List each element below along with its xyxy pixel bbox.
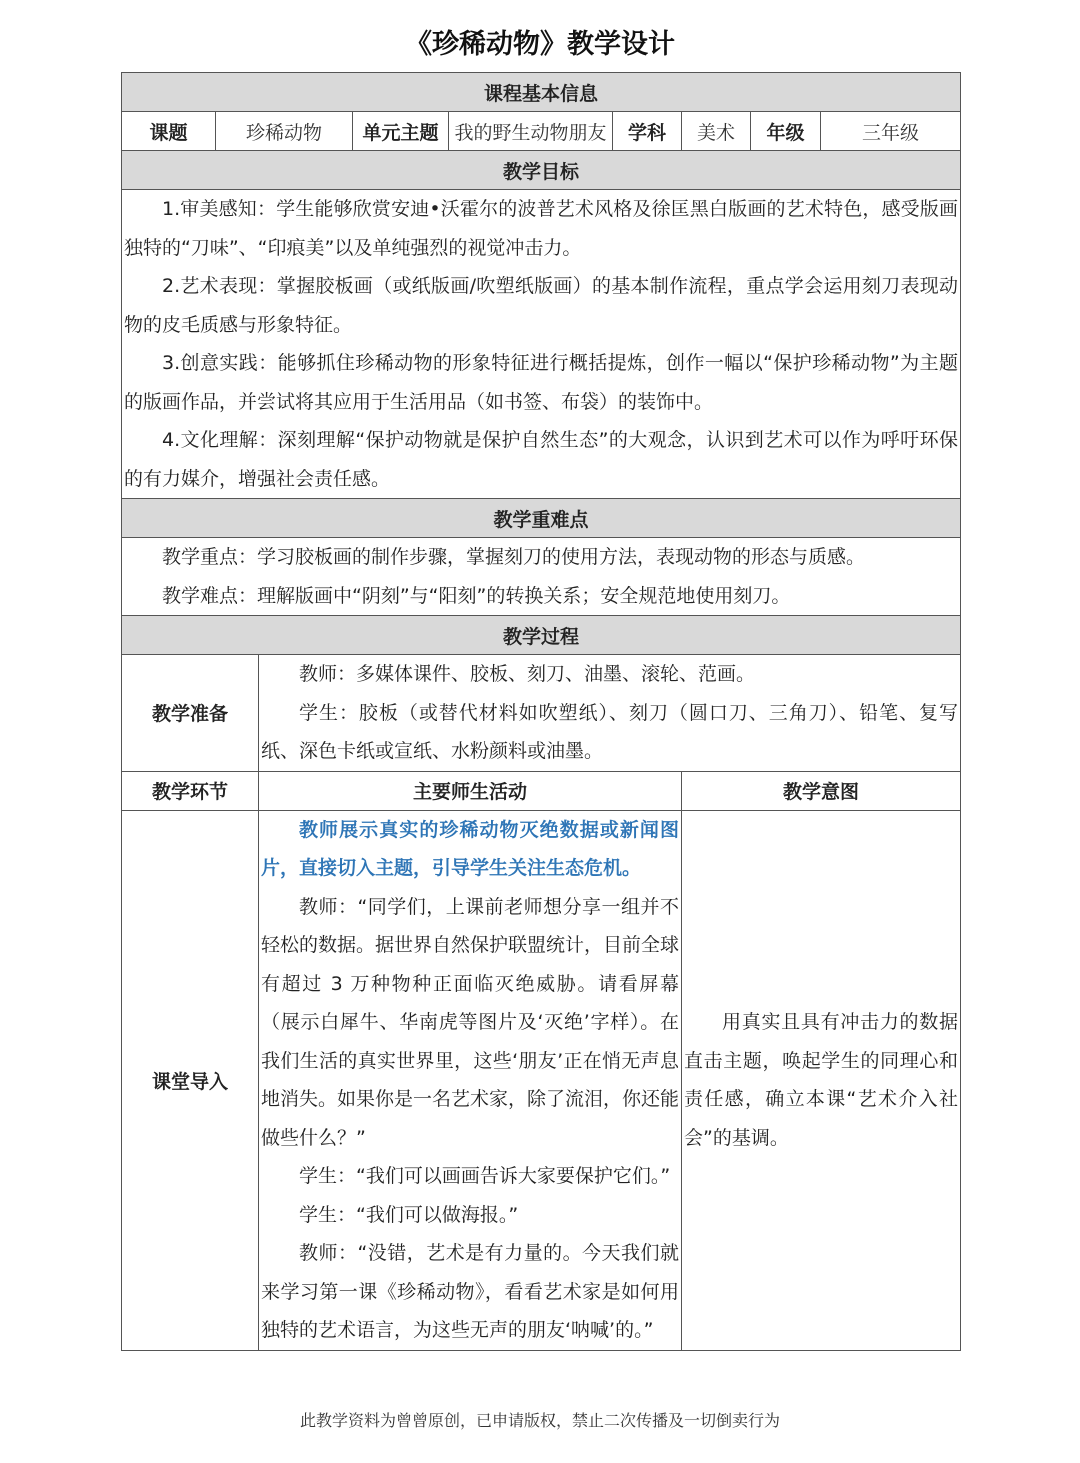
activities-cell <box>259 810 682 1350</box>
field-label-unit-theme: 单元主题 <box>353 112 449 151</box>
page-title: 《珍稀动物》教学设计 <box>405 29 675 60</box>
objective-item: 4.文化理解：深刻理解“保护动物就是保护自然生态”的大观念，认识到艺术可以作为呼吁环保的有力媒介，增强社会责任感。 <box>124 429 959 490</box>
process-column-headers <box>122 771 961 810</box>
dialogue-line: 教师：“同学们，上课前老师想分享一组并不轻松的数据。据世界自然保护联盟统计，目前全球有超过 3 万种物种正面临灭绝威胁。请看屏幕（展示白犀牛、华南虎等图片及‘灭绝’字样）。在我们生活的真实世界里，这些‘朋友’正在悄无声息地消失。如果你是一名艺术家，除了流泪，你还能做些什么？” <box>261 895 680 1149</box>
column-header-activities: 主要师生活动 <box>259 771 682 810</box>
prep-item: 教师：多媒体课件、胶板、刻刀、油墨、滚轮、范画。 <box>299 663 756 685</box>
prep-cell <box>259 655 961 772</box>
dialogue-line: 教师：“没错，艺术是有力量的。今天我们就来学习第一课《珍稀动物》，看看艺术家是如何用独特的艺术语言，为这些无声的朋友‘呐喊’的。” <box>261 1242 679 1341</box>
prep-item: 学生：胶板（或替代材料如吹塑纸）、刻刀（圆口刀、三角刀）、铅笔、复写纸、深色卡纸或宣纸、水粉颜料或油墨。 <box>261 701 959 762</box>
prep-label: 教学准备 <box>122 655 259 772</box>
objectives-cell <box>122 190 961 499</box>
key-point-item: 教学难点：理解版画中“阴刻”与“阳刻”的转换关系；安全规范地使用刻刀。 <box>162 584 791 607</box>
objective-item: 3.创意实践：能够抓住珍稀动物的形象特征进行概括提炼，创作一幅以“保护珍稀动物”为主题的版画作品，并尝试将其应用于生活用品（如书签、布袋）的装饰中。 <box>124 352 959 413</box>
section-header-key-points: 教学重难点 <box>122 499 961 538</box>
intent-text: 用真实且具有冲击力的数据直击主题，唤起学生的同理心和责任感，确立本课“艺术介入社会”的基调。 <box>684 1011 959 1149</box>
section-header-process: 教学过程 <box>122 616 961 655</box>
field-value-grade: 三年级 <box>821 112 961 151</box>
key-points-cell <box>122 538 961 616</box>
field-value-subject: 美术 <box>682 112 751 151</box>
objective-item: 2.艺术表现：掌握胶板画（或纸版画/吹塑纸版画）的基本制作流程，重点学会运用刻刀表现动物的皮毛质感与形象特征。 <box>124 275 959 336</box>
stage-row <box>122 810 961 1350</box>
field-value-unit-theme: 我的野生动物朋友 <box>449 112 613 151</box>
field-label-topic: 课题 <box>122 112 216 151</box>
basic-info-row <box>122 112 961 151</box>
section-header-basic-info: 课程基本信息 <box>122 73 961 112</box>
column-header-intent: 教学意图 <box>682 771 961 810</box>
dialogue-line: 学生：“我们可以画画告诉大家要保护它们。” <box>299 1165 671 1187</box>
dialogue-line: 学生：“我们可以做海报。” <box>299 1203 519 1226</box>
intent-cell <box>682 810 961 1350</box>
column-header-stage: 教学环节 <box>122 771 259 810</box>
copyright-footer: 此教学资料为曾曾原创，已申请版权，禁止二次传播及一切倒卖行为 <box>299 1411 780 1430</box>
section-header-objectives: 教学目标 <box>122 151 961 190</box>
field-value-topic: 珍稀动物 <box>216 112 353 151</box>
stage-name: 课堂导入 <box>122 810 259 1350</box>
lesson-plan-table <box>121 72 961 1351</box>
field-label-grade: 年级 <box>751 112 821 151</box>
activity-highlight: 教师展示真实的珍稀动物灭绝数据或新闻图片，直接切入主题，引导学生关注生态危机。 <box>261 818 679 879</box>
objective-item: 1.审美感知：学生能够欣赏安迪•沃霍尔的波普艺术风格及徐匡黑白版画的艺术特色，感受版画独特的“刀味”、“印痕美”以及单纯强烈的视觉冲击力。 <box>124 198 959 259</box>
field-label-subject: 学科 <box>613 112 682 151</box>
key-point-item: 教学重点：学习胶板画的制作步骤，掌握刻刀的使用方法，表现动物的形态与质感。 <box>162 546 866 568</box>
